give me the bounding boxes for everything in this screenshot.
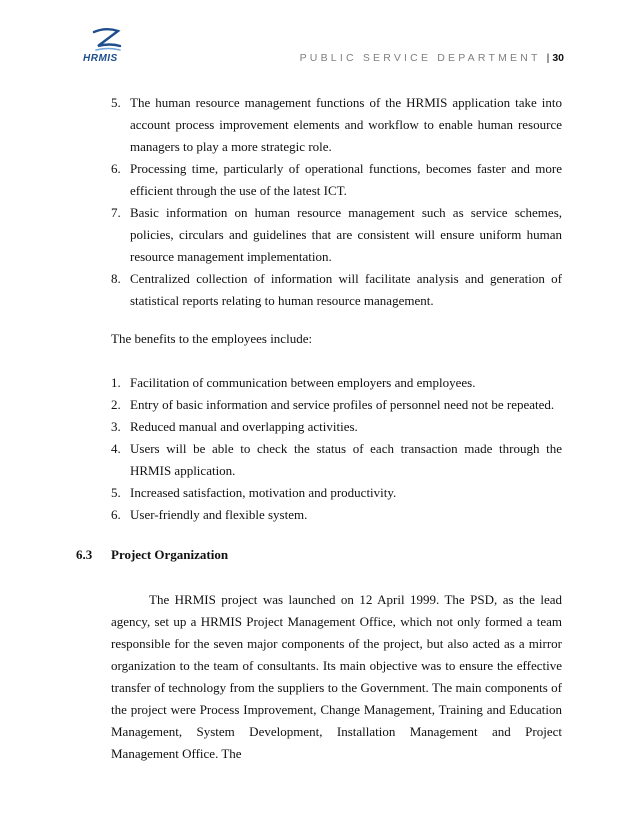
- employee-benefits-list: [111, 372, 562, 526]
- list-number: 8.: [111, 271, 121, 286]
- list-text: Facilitation of communication between employers and employees.: [130, 375, 476, 390]
- benefits-list-continued: [111, 92, 562, 312]
- page-number: 30: [552, 52, 564, 64]
- logo-text: HRMIS: [83, 53, 118, 64]
- list-number: 6.: [111, 161, 121, 176]
- list-text: Basic information on human resource management such as service schemes, policies, circulars and guidelines that are consistent will ensure uniform human resource management implementation.: [130, 205, 562, 264]
- header-separator: |: [546, 52, 550, 64]
- list-text: Entry of basic information and service profiles of personnel need not be repeated.: [130, 397, 555, 412]
- section-paragraph: The HRMIS project was launched on 12 April 1999. The PSD, as the lead agency, set up a HRMIS Project Management Office, which not only formed a team responsible for the seven major components of the project, but also acted as a mirror organization to the team of consultants. Its main objective was to ensure the effective transfer of technology from the suppliers to the Government. The main components of the project were Process Improvement, Change Management, Training and Education Management, System Development, Installation Management and Project Management Office. The: [111, 592, 562, 761]
- list-item: [111, 482, 562, 504]
- page-header: [0, 0, 638, 80]
- list-item: [111, 268, 562, 312]
- list-text: Processing time, particularly of operational functions, becomes faster and more efficient through the use of the latest ICT.: [130, 161, 562, 198]
- list-text: Centralized collection of information will facilitate analysis and generation of statistical reports relating to human resource management.: [130, 271, 562, 308]
- list-item: [111, 158, 562, 202]
- list-number: 2.: [111, 397, 121, 412]
- list-text: The human resource management functions of the HRMIS application take into account process improvement elements and workflow to enable human resource managers to play a more strategic role.: [130, 95, 562, 154]
- header-title: [300, 52, 564, 64]
- list-text: User-friendly and flexible system.: [130, 507, 308, 522]
- list-item: [111, 394, 562, 416]
- hrmis-logo: [80, 28, 130, 72]
- list-item: [111, 372, 562, 394]
- list-text: Reduced manual and overlapping activities.: [130, 419, 358, 434]
- list-number: 1.: [111, 375, 121, 390]
- list-item: [111, 504, 562, 526]
- list-item: [111, 92, 562, 158]
- list-text: Increased satisfaction, motivation and productivity.: [130, 485, 397, 500]
- benefits-intro: The benefits to the employees include:: [111, 331, 313, 346]
- list-number: 3.: [111, 419, 121, 434]
- list-item: [111, 202, 562, 268]
- list-number: 4.: [111, 441, 121, 456]
- list-number: 5.: [111, 95, 121, 110]
- section-number: 6.3: [76, 547, 93, 562]
- section-title: Project Organization: [111, 547, 229, 562]
- list-number: 6.: [111, 507, 121, 522]
- list-item: [111, 438, 562, 482]
- list-item: [111, 416, 562, 438]
- department-name: PUBLIC SERVICE DEPARTMENT: [299, 52, 541, 64]
- list-number: 7.: [111, 205, 121, 220]
- list-number: 5.: [111, 485, 121, 500]
- list-text: Users will be able to check the status of each transaction made through the HRMIS application.: [130, 441, 562, 478]
- hrmis-logo-mark-icon: [86, 28, 126, 56]
